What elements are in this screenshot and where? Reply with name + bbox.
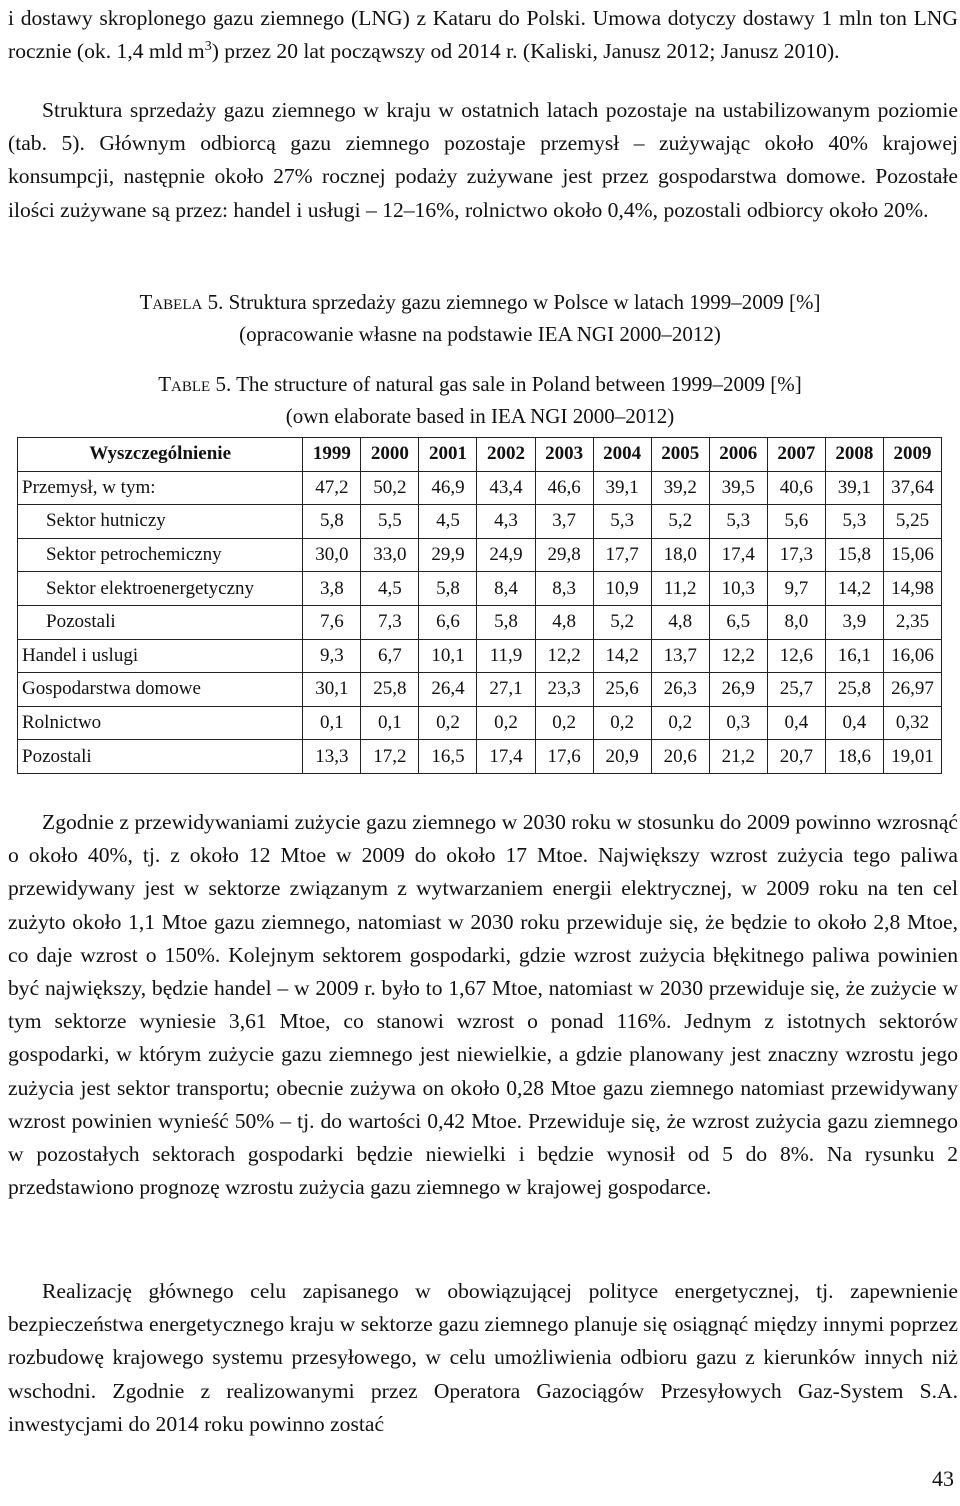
value-cell: 13,7 (651, 639, 709, 673)
value-cell: 30,0 (303, 538, 361, 572)
value-cell: 37,64 (883, 471, 941, 505)
value-cell: 26,97 (883, 673, 941, 707)
value-cell: 14,2 (593, 639, 651, 673)
paragraph-sales-structure: Struktura sprzedaży gazu ziemnego w kraju w ostatnich latach pozostaje na ustabilizowanym poziomie (tab. 5). Głównym odbiorcą gazu ziemnego pozostaje przemysł – zużywając około 40% krajowej konsumpcji, następnie około 27% rocznej podaży zużywane jest przez gospodarstwa domowe. Pozostałe ilości zużywane są przez: handel i usługi – 12–16%, rolnictwo około 0,4%, pozostali odbiorcy około 20%. (8, 98, 958, 222)
table-row (18, 572, 942, 606)
value-cell: 39,5 (709, 471, 767, 505)
value-cell: 0,2 (419, 706, 477, 740)
table-header-row (18, 438, 942, 472)
value-cell: 15,8 (825, 538, 883, 572)
row-label: Sektor petrochemiczny (18, 538, 303, 572)
header-cell-year: 2008 (825, 438, 883, 472)
value-cell: 14,2 (825, 572, 883, 606)
table-row (18, 538, 942, 572)
row-label: Sektor hutniczy (18, 505, 303, 539)
value-cell: 5,3 (593, 505, 651, 539)
value-cell: 8,4 (477, 572, 535, 606)
table-row (18, 740, 942, 774)
value-cell: 4,8 (651, 605, 709, 639)
value-cell: 4,5 (361, 572, 419, 606)
value-cell: 5,8 (477, 605, 535, 639)
value-cell: 9,3 (303, 639, 361, 673)
header-cell-year: 1999 (303, 438, 361, 472)
value-cell: 29,8 (535, 538, 593, 572)
value-cell: 4,5 (419, 505, 477, 539)
value-cell: 46,9 (419, 471, 477, 505)
value-cell: 17,2 (361, 740, 419, 774)
gas-sales-table (17, 437, 942, 774)
value-cell: 17,4 (477, 740, 535, 774)
table-body (18, 471, 942, 773)
header-cell-year: 2007 (767, 438, 825, 472)
value-cell: 7,3 (361, 605, 419, 639)
value-cell: 12,2 (709, 639, 767, 673)
value-cell: 4,8 (535, 605, 593, 639)
caption-english (0, 368, 960, 432)
value-cell: 17,3 (767, 538, 825, 572)
value-cell: 11,2 (651, 572, 709, 606)
value-cell: 20,9 (593, 740, 651, 774)
value-cell: 16,5 (419, 740, 477, 774)
caption-pl-label: Tabela 5. (139, 290, 224, 314)
value-cell: 12,6 (767, 639, 825, 673)
value-cell: 0,4 (825, 706, 883, 740)
value-cell: 10,9 (593, 572, 651, 606)
paragraph-lng: i dostawy skroplonego gazu ziemnego (LNG) z Kataru do Polski. Umowa dotyczy dostawy 1 mln ton LNG rocznie (ok. 1,4 mld $m^3$) przez 20 lat począwszy od 2014 r. (Kaliski, Janusz 2012; Janusz 2010). (8, 6, 958, 64)
value-cell: 18,6 (825, 740, 883, 774)
value-cell: 0,2 (535, 706, 593, 740)
paragraph-forecast: Zgodnie z przewidywaniami zużycie gazu ziemnego w 2030 roku w stosunku do 2009 powinno wzrosnąć o około 40%, tj. z około 12 Mtoe w 2009 do około 17 Mtoe. Największy wzrost zużycia tego paliwa przewidywany jest w sektorze związanym z wytwarzaniem energii elektrycznej, w 2009 roku na ten cel zużyto około 1,1 Mtoe gazu ziemnego, natomiast w 2030 roku przewiduje się, że będzie to około 2,8 Mtoe, co daje wzrost o 150%. Kolejnym sektorem gospodarki, gdzie wzrost zużycia błękitnego paliwa powinien być największy, będzie handel – w 2009 r. było to 1,67 Mtoe, natomiast w 2030 przewiduje się, że zużycie w tym sektorze wyniesie 3,61 Mtoe, co stanowi wzrost o ponad 116%. Jednym z istotnych sektorów gospodarki, w którym zużycie gazu ziemnego jest niewielkie, a gdzie planowany jest znaczny wzrostu jego zużycia jest sektor transportu; obecnie zużywa on około 0,28 Mtoe gazu ziemnego natomiast przewidywany wzrost powinien wynieść 50% – tj. do wartości 0,42 Mtoe. Przewiduje się, że wzrost zużycia gazu ziemnego w pozostałych sektorach gospodarki będzie niewielki i będzie wynosił od 5 do 8%. Na rysunku 2 przedstawiono prognozę wzrostu zużycia gazu ziemnego w krajowej gospodarce. (8, 810, 958, 1200)
value-cell: 0,2 (651, 706, 709, 740)
value-cell: 39,1 (593, 471, 651, 505)
value-cell: 25,7 (767, 673, 825, 707)
header-cell-year: 2002 (477, 438, 535, 472)
value-cell: 25,8 (825, 673, 883, 707)
value-cell: 47,2 (303, 471, 361, 505)
value-cell: 23,3 (535, 673, 593, 707)
value-cell: 17,6 (535, 740, 593, 774)
value-cell: 5,8 (419, 572, 477, 606)
value-cell: 0,3 (709, 706, 767, 740)
value-cell: 30,1 (303, 673, 361, 707)
value-cell: 46,6 (535, 471, 593, 505)
value-cell: 20,7 (767, 740, 825, 774)
caption-pl-line1: Struktura sprzedaży gazu ziemnego w Polsce w latach 1999–2009 [%] (228, 290, 821, 314)
row-label: Pozostali (18, 740, 303, 774)
value-cell: 0,4 (767, 706, 825, 740)
caption-en-line2: (own elaborate based in IEA NGI 2000–2012) (285, 404, 675, 428)
header-cell-label: Wyszczególnienie (18, 438, 303, 472)
value-cell: 25,8 (361, 673, 419, 707)
table-row (18, 605, 942, 639)
row-label: Pozostali (18, 605, 303, 639)
value-cell: 11,9 (477, 639, 535, 673)
value-cell: 9,7 (767, 572, 825, 606)
row-label: Rolnictwo (18, 706, 303, 740)
value-cell: 25,6 (593, 673, 651, 707)
value-cell: 3,8 (303, 572, 361, 606)
page-number: 43 (932, 1466, 954, 1491)
value-cell: 7,6 (303, 605, 361, 639)
value-cell: 40,6 (767, 471, 825, 505)
value-cell: 12,2 (535, 639, 593, 673)
value-cell: 6,7 (361, 639, 419, 673)
value-cell: 5,25 (883, 505, 941, 539)
caption-en-label: Table 5. (158, 372, 232, 396)
row-label: Handel i uslugi (18, 639, 303, 673)
superscript-3: 3 (204, 39, 212, 55)
row-label: Gospodarstwa domowe (18, 673, 303, 707)
row-label: Sektor elektroenergetyczny (18, 572, 303, 606)
value-cell: 5,3 (825, 505, 883, 539)
header-cell-year: 2005 (651, 438, 709, 472)
value-cell: 5,8 (303, 505, 361, 539)
value-cell: 17,7 (593, 538, 651, 572)
value-cell: 6,5 (709, 605, 767, 639)
value-cell: 8,3 (535, 572, 593, 606)
table-row (18, 505, 942, 539)
value-cell: 16,06 (883, 639, 941, 673)
value-cell: 2,35 (883, 605, 941, 639)
value-cell: 16,1 (825, 639, 883, 673)
value-cell: 26,3 (651, 673, 709, 707)
value-cell: 0,1 (303, 706, 361, 740)
value-cell: 43,4 (477, 471, 535, 505)
value-cell: 14,98 (883, 572, 941, 606)
value-cell: 0,1 (361, 706, 419, 740)
header-cell-year: 2003 (535, 438, 593, 472)
value-cell: 39,2 (651, 471, 709, 505)
row-label: Przemysł, w tym: (18, 471, 303, 505)
value-cell: 27,1 (477, 673, 535, 707)
caption-en-line1: The structure of natural gas sale in Poland between 1999–2009 [%] (236, 372, 802, 396)
value-cell: 17,4 (709, 538, 767, 572)
header-cell-year: 2001 (419, 438, 477, 472)
table-row (18, 639, 942, 673)
header-cell-year: 2009 (883, 438, 941, 472)
value-cell: 5,5 (361, 505, 419, 539)
value-cell: 24,9 (477, 538, 535, 572)
table-row (18, 706, 942, 740)
value-cell: 21,2 (709, 740, 767, 774)
value-cell: 10,1 (419, 639, 477, 673)
header-cell-year: 2004 (593, 438, 651, 472)
value-cell: 0,2 (593, 706, 651, 740)
value-cell: 33,0 (361, 538, 419, 572)
header-cell-year: 2000 (361, 438, 419, 472)
caption-polish (0, 286, 960, 350)
value-cell: 3,9 (825, 605, 883, 639)
value-cell: 6,6 (419, 605, 477, 639)
paragraph-policy: Realizację głównego celu zapisanego w obowiązującej polityce energetycznej, tj. zapewnienie bezpieczeństwa energetycznego kraju w sektorze gazu ziemnego planuje się osiągnąć między innymi poprzez rozbudowę krajowego systemu przesyłowego, w celu umożliwienia odbioru gazu z kierunków innych niż wschodni. Zgodnie z realizowanymi przez Operatora Gazociągów Przesyłowych Gaz-System S.A. inwestycjami do 2014 roku powinno zostać (8, 1279, 958, 1436)
table-row (18, 471, 942, 505)
value-cell: 39,1 (825, 471, 883, 505)
table-row (18, 673, 942, 707)
value-cell: 19,01 (883, 740, 941, 774)
value-cell: 10,3 (709, 572, 767, 606)
value-cell: 8,0 (767, 605, 825, 639)
caption-pl-line2: (opracowanie własne na podstawie IEA NGI 2000–2012) (239, 322, 721, 346)
value-cell: 0,32 (883, 706, 941, 740)
value-cell: 5,2 (593, 605, 651, 639)
header-cell-year: 2006 (709, 438, 767, 472)
value-cell: 26,4 (419, 673, 477, 707)
value-cell: 5,3 (709, 505, 767, 539)
value-cell: 20,6 (651, 740, 709, 774)
value-cell: 15,06 (883, 538, 941, 572)
value-cell: 29,9 (419, 538, 477, 572)
value-cell: 5,6 (767, 505, 825, 539)
value-cell: 0,2 (477, 706, 535, 740)
value-cell: 3,7 (535, 505, 593, 539)
value-cell: 18,0 (651, 538, 709, 572)
value-cell: 4,3 (477, 505, 535, 539)
value-cell: 50,2 (361, 471, 419, 505)
value-cell: 5,2 (651, 505, 709, 539)
value-cell: 13,3 (303, 740, 361, 774)
value-cell: 26,9 (709, 673, 767, 707)
